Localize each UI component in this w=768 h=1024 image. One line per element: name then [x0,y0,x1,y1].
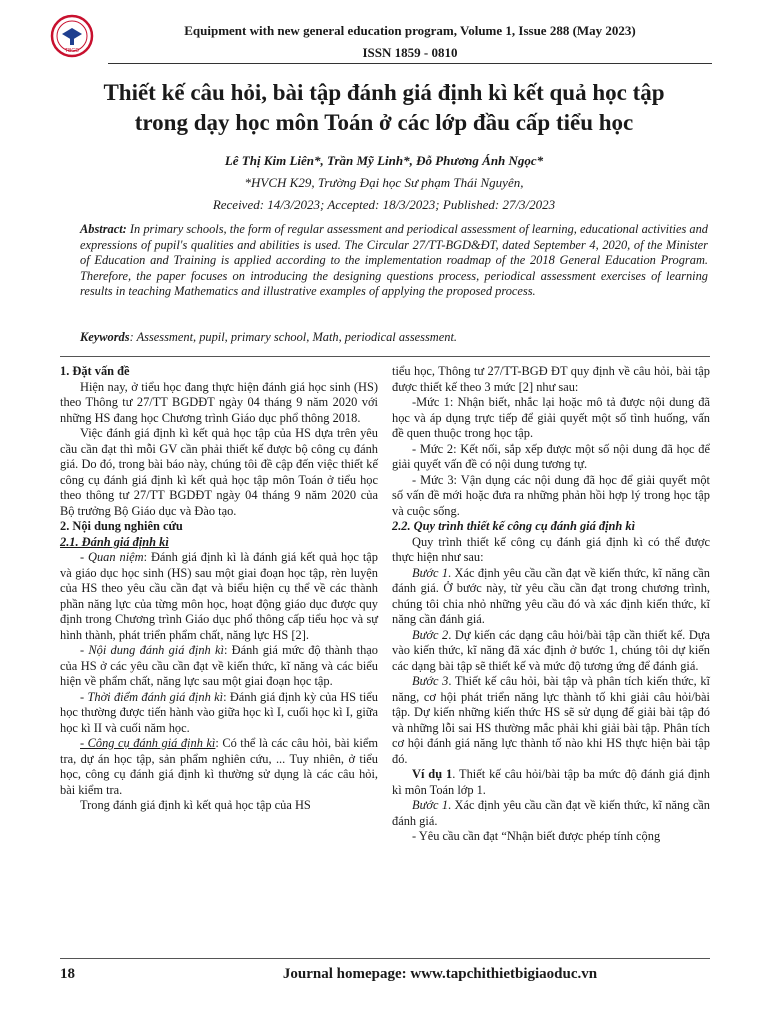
logo-text: TBGD [65,48,79,54]
paragraph: Trong đánh giá định kì kết quả học tập của HS [80,798,311,812]
paragraph [60,690,378,737]
affiliation: *HVCH K29, Trường Đại học Sư phạm Thái Nguyên, [244,175,524,190]
journal-info: Equipment with new general education program, Volume 1, Issue 288 (May 2023) [184,23,636,38]
step-label: Bước 3 [412,674,449,688]
term-text: : Đánh giá định kì là đánh giá kết quả học tập và giáo dục học sinh (HS) sau một giai đoạn học tập, rèn luyện của HS theo yêu cầu cần đạt và biểu hiện cụ thể về các thành phần năng lực của từng môn học, hoạt động giáo dục được quy định trong Chương trình Giáo dục phổ thông cấp tiểu học và sự hình thành, phát triển phẩm chất, năng lực HS [2]. [60,550,378,642]
paragraph [392,628,710,675]
section-heading-1: 1. Đặt vấn đề [60,364,130,378]
paragraph: Quy trình thiết kế công cụ đánh giá định kì có thể được thực hiện như sau: [392,534,710,564]
step-label: Bước 1 [412,798,449,812]
paragraph [392,798,710,829]
subsection-heading-2-1: 2.1. Đánh giá định kì [60,534,169,549]
page-number: 18 [60,966,75,982]
section-heading-2: 2. Nội dung nghiên cứu [60,519,183,533]
subsection-heading-2-2: 2.2. Quy trình thiết kế công cụ đánh giá định kì [392,519,636,533]
paragraph [392,674,710,767]
paragraph [60,736,378,798]
keywords [80,330,708,346]
abstract-text: In primary schools, the form of regular assessment and periodical assessment of learning, educational activities and expressions of pupil's qualities and abilities is used. The Circular 27/TT-BGD&ĐT, dated September 4, 2020, of the Minister of Education and Training is applied according to the implementation roadmap of the 2018 General Education Program. Therefore, the paper focuses on introducing the designing questions process, periodical assessment exercises of learning results in teaching Mathematics and illustrative examples of applying the proposed process. [80,222,708,299]
article-title [40,78,728,138]
left-column [60,364,378,814]
term-text: : Có thể là các câu hỏi, bài kiểm tra, dự án học tập, sản phẩm nghiên cứu, ... Tuy nhiên, ở tiểu học, công cụ đánh giá định kì thường sử dụng là các câu hỏi, bài kiểm tra. [60,736,378,797]
issn: ISSN 1859 - 0810 [362,45,458,60]
term-label: - Công cụ đánh giá định kì [80,736,216,750]
paragraph [60,550,378,643]
term-label: - Thời điểm đánh giá định kì [80,689,224,704]
paragraph [392,767,710,798]
step-text: . Xác định yêu cầu cần đạt về kiến thức, kĩ năng cần đánh giá. [392,798,711,828]
step-text: . Thiết kế câu hỏi, bài tập và phân tích kiến thức, kĩ năng, cơ hội phát triển năng lực thành tố khi giải câu hỏi/bài tập. Dự kiến những kiến thức HS sẽ sử dụng để giải bài tập đó và những lỗi sai HS thường mắc phải khi giải bài tập. Phân tích cơ hội đánh giá năng lực thành tố nào khi HS thực hiện bài tập đó. [392,674,710,766]
paragraph: Hiện nay, ở tiểu học đang thực hiện đánh giá học sinh (HS) theo Thông tư 27/TT BGDĐT ngày 04 tháng 9 năm 2020 với những HS đang học Chương trình Giáo dục phổ thông 2018. [60,379,378,425]
right-column [392,364,710,845]
step-label: Bước 1 [412,565,449,580]
keywords-label: Keywords [80,330,130,344]
journal-homepage: Journal homepage: www.tapchithietbigiaoduc.vn [282,966,598,982]
term-label: - Nội dung đánh giá định kì [80,643,224,657]
paragraph: - Mức 3: Vận dụng các nội dung đã học để giải quyết một số vấn đề mới hoặc đưa ra những phản hồi hợp lý trong học tập và cuộc sống. [392,472,710,518]
step-text: . Xác định yêu cầu cần đạt về kiến thức, kĩ năng cần đánh giá. Ở bước này, từ yêu cầu cần đạt trong chương trình, chúng tôi chia nhỏ những yêu cầu đó và xác định kiến thức, kĩ năng cần đánh giá. [392,565,711,626]
paragraph: - Yêu cầu cần đạt “Nhận biết được phép tính cộng [412,829,661,843]
keywords-text: : Assessment, pupil, primary school, Math, periodical assessment. [129,330,457,344]
authors: Lê Thị Kim Liên*, Trần Mỹ Linh*, Đỗ Phương Ánh Ngọc* [224,153,544,168]
abstract-label: Abstract: [80,222,127,236]
journal-logo-icon [50,14,94,58]
journal-logo [50,14,94,58]
example-text: . Thiết kế câu hỏi/bài tập ba mức độ đánh giá định kì môn Toán lớp 1. [392,767,710,797]
paragraph: -Mức 1: Nhận biết, nhắc lại hoặc mô tả được nội dung đã học và áp dụng trực tiếp để giải quyết một số tình huống, vấn đề quen thuộc trong học tập. [392,395,710,440]
paragraph: Việc đánh giá định kì kết quả học tập của HS dựa trên yêu cầu cần đạt thì mỗi GV cần phải thiết kế được bộ công cụ đánh giá. Do đó, trong bài báo này, chúng tôi đề cập đến việc thiết kế công cụ đánh giá định kì kết quả học tập môn Toán ở tiểu học theo thông tư 27/TT BGDĐT ngày 04 tháng 9 năm 2020 của Bộ trưởng Bộ Giáo dục và Đào tạo. [60,426,378,518]
footer-divider [60,958,710,959]
title-line-2: trong dạy học môn Toán ở các lớp đầu cấp tiểu học [134,110,634,135]
term-text: : Đánh giá mức độ thành thạo của HS ở các yêu cầu cần đạt về kiến thức, kĩ năng và các biểu hiện về phẩm chất, năng lực sau một giai đoạn học tập. [60,643,378,688]
abstract [80,222,708,300]
step-label: Bước 2 [412,627,449,642]
step-text: . Dự kiến các dạng câu hỏi/bài tập cần thiết kế. Dựa vào kiến thức, kĩ năng đã xác định ở bước 1, chúng tôi dự kiến các dạng bài tập sẽ thiết kế và mức độ tương ứng để đánh giá. [392,627,711,673]
term-text: : Đánh giá định kỳ của HS tiểu học thường được tiến hành vào giữa học kì I, cuối học kì I, giữa học kì II và cuối năm học. [60,689,378,735]
paragraph [60,643,378,690]
example-label: Ví dụ 1 [412,767,453,781]
paragraph [392,566,710,628]
term-label: - Quan niệm [80,550,144,564]
title-line-1: Thiết kế câu hỏi, bài tập đánh giá định kì kết quả học tập [103,80,665,105]
paragraph: - Mức 2: Kết nối, sắp xếp được một số nội dung đã học để giải quyết vấn đề có nội dung tương tự. [392,441,710,471]
dates: Received: 14/3/2023; Accepted: 18/3/2023; Published: 27/3/2023 [212,197,556,212]
body-divider [60,356,710,357]
paragraph: tiểu học, Thông tư 27/TT-BGĐ ĐT quy định về câu hỏi, bài tập được thiết kế theo 3 mức [2] như sau: [392,364,710,394]
header-divider [108,63,712,64]
